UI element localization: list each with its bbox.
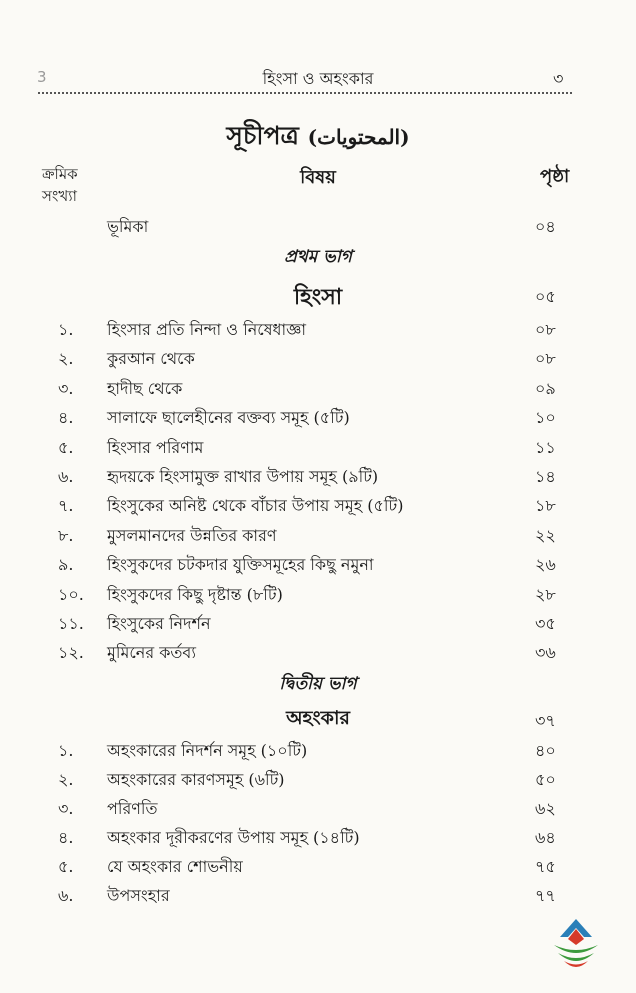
toc-entry-title: ভূমিকা bbox=[107, 217, 149, 236]
toc-entry-title: হাদীছ থেকে bbox=[107, 378, 183, 398]
toc-row bbox=[0, 796, 636, 822]
toc-entry-page: ২৬ bbox=[535, 555, 556, 575]
toc-entry-serial: ১০. bbox=[58, 584, 84, 604]
toc-row bbox=[0, 640, 636, 666]
toc-entry-title: উপসংহার bbox=[107, 886, 170, 905]
toc-row bbox=[0, 582, 636, 608]
toc-entry-page: ৩৬ bbox=[535, 643, 556, 663]
toc-row bbox=[0, 346, 636, 372]
toc-entry-serial: ১. bbox=[58, 741, 74, 760]
toc-entry-title: কুরআন থেকে bbox=[107, 349, 195, 369]
column-header-serial-line1: ক্রমিক bbox=[42, 165, 78, 183]
toc-entry-page: ৬৪ bbox=[535, 828, 556, 847]
toc-entry-title: হিংসার প্রতি নিন্দা ও নিষেধাজ্ঞা bbox=[107, 320, 307, 339]
toc-entry-page: ৭৫ bbox=[535, 857, 556, 876]
running-header-title: হিংসা ও অহংকার bbox=[262, 69, 374, 88]
toc-row bbox=[0, 767, 636, 793]
toc-entry-title: অহংকারের নিদর্শন সমূহ (১০টি) bbox=[107, 741, 308, 760]
toc-row bbox=[0, 611, 636, 637]
toc-entry-title: হিংসুকদের চটকদার যুক্তিসমূহের কিছু নমুনা bbox=[107, 555, 374, 575]
section-hingsa bbox=[0, 280, 636, 310]
toc-title-arabic: (المحتويات) bbox=[307, 125, 410, 149]
toc-row bbox=[0, 825, 636, 851]
toc-entry-title: অহংকার দূরীকরণের উপায় সমূহ (১৪টি) bbox=[107, 828, 360, 847]
toc-row bbox=[0, 464, 636, 490]
toc-entry-page: ১০ bbox=[535, 408, 556, 428]
toc-entry-page: ৩৫ bbox=[535, 614, 556, 633]
toc-entry-page: ১৪ bbox=[535, 467, 556, 486]
toc-entry-serial: ১১. bbox=[58, 614, 84, 633]
toc-row bbox=[0, 376, 636, 402]
toc-entry-page: ৭৭ bbox=[535, 886, 556, 905]
column-header-serial-line2: সংখ্যা bbox=[42, 187, 77, 205]
toc-entry-title: হৃদয়কে হিংসামুক্ত রাখার উপায় সমূহ (৯টি) bbox=[107, 467, 379, 486]
publisher-logo bbox=[548, 915, 604, 975]
toc-entry-title: হিংসার পরিণাম bbox=[107, 437, 204, 457]
section-title: হিংসা bbox=[293, 284, 343, 310]
toc-entry-title: মুমিনের কর্তব্য bbox=[107, 643, 196, 663]
toc-row bbox=[0, 738, 636, 764]
toc-entry-page: ২২ bbox=[535, 525, 556, 545]
toc-title: সূচীপত্র bbox=[226, 121, 299, 150]
toc-entry-serial: ২. bbox=[58, 349, 74, 369]
toc-entry-page: ০৮ bbox=[535, 320, 556, 339]
toc-entry-page: ৪০ bbox=[535, 741, 556, 760]
toc-entry-serial: ১২. bbox=[58, 643, 84, 663]
toc-entry-page: ২৮ bbox=[535, 584, 556, 604]
toc-entry-serial: ৬. bbox=[58, 886, 74, 905]
toc-entry-serial: ৪. bbox=[58, 828, 74, 847]
toc-entry-page: ০৯ bbox=[535, 378, 556, 398]
toc-entry-page: ০৪ bbox=[535, 217, 556, 236]
toc-entry-serial: ৭. bbox=[58, 496, 74, 516]
toc-entry-page: ০৮ bbox=[535, 349, 556, 369]
toc-entry-serial: ৩. bbox=[58, 799, 74, 818]
toc-row bbox=[0, 523, 636, 549]
column-header-subject: বিষয় bbox=[300, 167, 336, 188]
toc-entry-page: ১১ bbox=[535, 437, 556, 457]
toc-row-intro bbox=[0, 214, 636, 240]
toc-entry-page: ৫০ bbox=[535, 770, 556, 789]
toc-row bbox=[0, 317, 636, 343]
toc-entry-serial: ৯. bbox=[58, 555, 74, 575]
section-page: ০৫ bbox=[535, 287, 556, 306]
toc-entry-serial: ৩. bbox=[58, 378, 74, 398]
toc-entry-title: হিংসুকের নিদর্শন bbox=[107, 614, 211, 633]
toc-entry-serial: ৮. bbox=[58, 525, 74, 545]
toc-entry-title: সালাফে ছালেহীনের বক্তব্য সমূহ (৫টি) bbox=[107, 408, 350, 428]
toc-entry-serial: ৫. bbox=[58, 857, 74, 876]
toc-heading bbox=[0, 116, 636, 159]
toc-entry-serial: ৪. bbox=[58, 408, 74, 428]
column-header-page: পৃষ্ঠা bbox=[540, 166, 570, 187]
toc-entry-title: হিংসুকদের কিছু দৃষ্টান্ত (৮টি) bbox=[107, 584, 283, 604]
page-corner-mark: 3 bbox=[37, 68, 47, 86]
toc-entry-title: অহংকারের কারণসমূহ (৬টি) bbox=[107, 770, 285, 789]
section-title: অহংকার bbox=[286, 707, 350, 729]
toc-row bbox=[0, 552, 636, 578]
toc-entry-serial: ৫. bbox=[58, 437, 74, 457]
toc-entry-title: মুসলমানদের উন্নতির কারণ bbox=[107, 525, 277, 545]
toc-row bbox=[0, 883, 636, 909]
toc-entry-serial: ১. bbox=[58, 320, 74, 339]
toc-row bbox=[0, 854, 636, 880]
section-ahankar bbox=[0, 704, 636, 734]
toc-entry-page: ১৮ bbox=[535, 496, 556, 516]
page-number: ৩ bbox=[553, 69, 564, 88]
part-one-label: প্রথম ভাগ bbox=[284, 247, 352, 267]
toc-entry-title: হিংসুকের অনিষ্ট থেকে বাঁচার উপায় সমূহ (৫টি) bbox=[107, 496, 404, 516]
toc-row bbox=[0, 405, 636, 431]
section-page: ৩৭ bbox=[535, 711, 556, 730]
toc-entry-title: যে অহংকার শোভনীয় bbox=[107, 857, 243, 876]
toc-row bbox=[0, 435, 636, 461]
header-dotted-rule bbox=[38, 92, 572, 94]
toc-entry-page: ৬২ bbox=[535, 799, 556, 818]
toc-entry-serial: ৬. bbox=[58, 467, 74, 486]
toc-row bbox=[0, 493, 636, 519]
toc-entry-serial: ২. bbox=[58, 770, 74, 789]
toc-entry-title: পরিণতি bbox=[107, 799, 158, 818]
part-two-label: দ্বিতীয় ভাগ bbox=[279, 674, 357, 694]
